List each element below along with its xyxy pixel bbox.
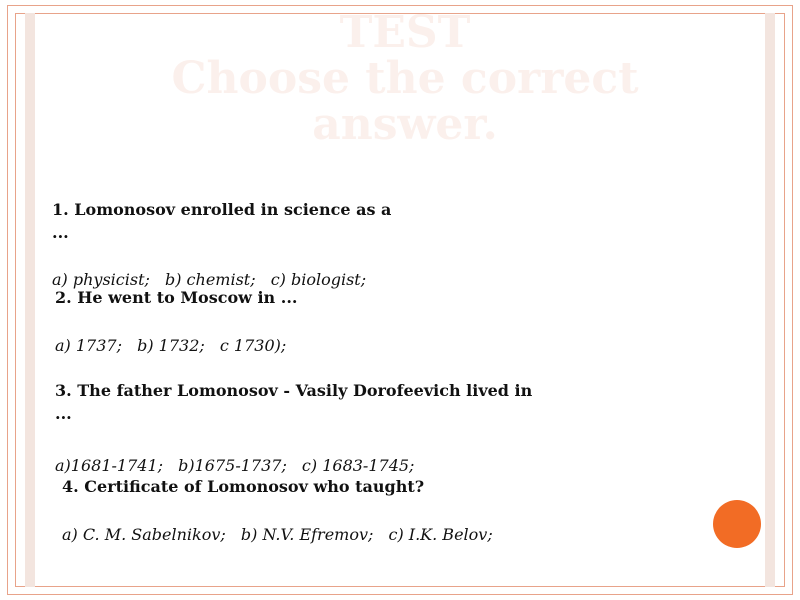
title-line-2: Choose the correct <box>171 53 639 104</box>
question-3-text: 3. The father Lomonosov - Vasily Dorofeevich lived in <box>55 381 533 400</box>
question-4-option-a[interactable]: a) C. M. Sabelnikov; <box>62 525 226 544</box>
question-2-options <box>55 336 296 356</box>
question-1-options <box>52 270 376 290</box>
question-3-options <box>55 456 424 476</box>
question-4-text: 4. Certificate of Lomonosov who taught? <box>62 477 425 496</box>
question-2-text: 2. He went to Moscow in ... <box>55 288 298 307</box>
title-line-3: answer. <box>312 99 498 150</box>
question-4-option-c[interactable]: c) I.K. Belov; <box>388 525 493 544</box>
question-1-text-cont: ... <box>52 223 69 242</box>
question-3-option-a[interactable]: a)1681-1741; <box>55 456 164 475</box>
question-1-option-b[interactable]: b) chemist; <box>164 270 256 289</box>
question-2-option-b[interactable]: b) 1732; <box>137 336 205 355</box>
slide-title <box>40 7 770 150</box>
question-1-text: 1. Lomonosov enrolled in science as a <box>52 200 392 219</box>
question-2-option-a[interactable]: a) 1737; <box>55 336 122 355</box>
question-3-option-c[interactable]: c) 1683-1745; <box>301 456 415 475</box>
question-3-option-b[interactable]: b)1675-1737; <box>178 456 287 475</box>
question-1-option-c[interactable]: c) biologist; <box>270 270 367 289</box>
question-3-text-cont: ... <box>55 404 72 423</box>
question-4-options <box>62 525 503 545</box>
title-line-1: TEST <box>339 7 471 58</box>
orange-circle-decoration <box>713 500 761 548</box>
question-4-option-b[interactable]: b) N.V. Efremov; <box>240 525 374 544</box>
question-1-option-a[interactable]: a) physicist; <box>52 270 150 289</box>
question-2-option-c[interactable]: c 1730); <box>219 336 287 355</box>
left-decor-stripe <box>25 13 35 587</box>
